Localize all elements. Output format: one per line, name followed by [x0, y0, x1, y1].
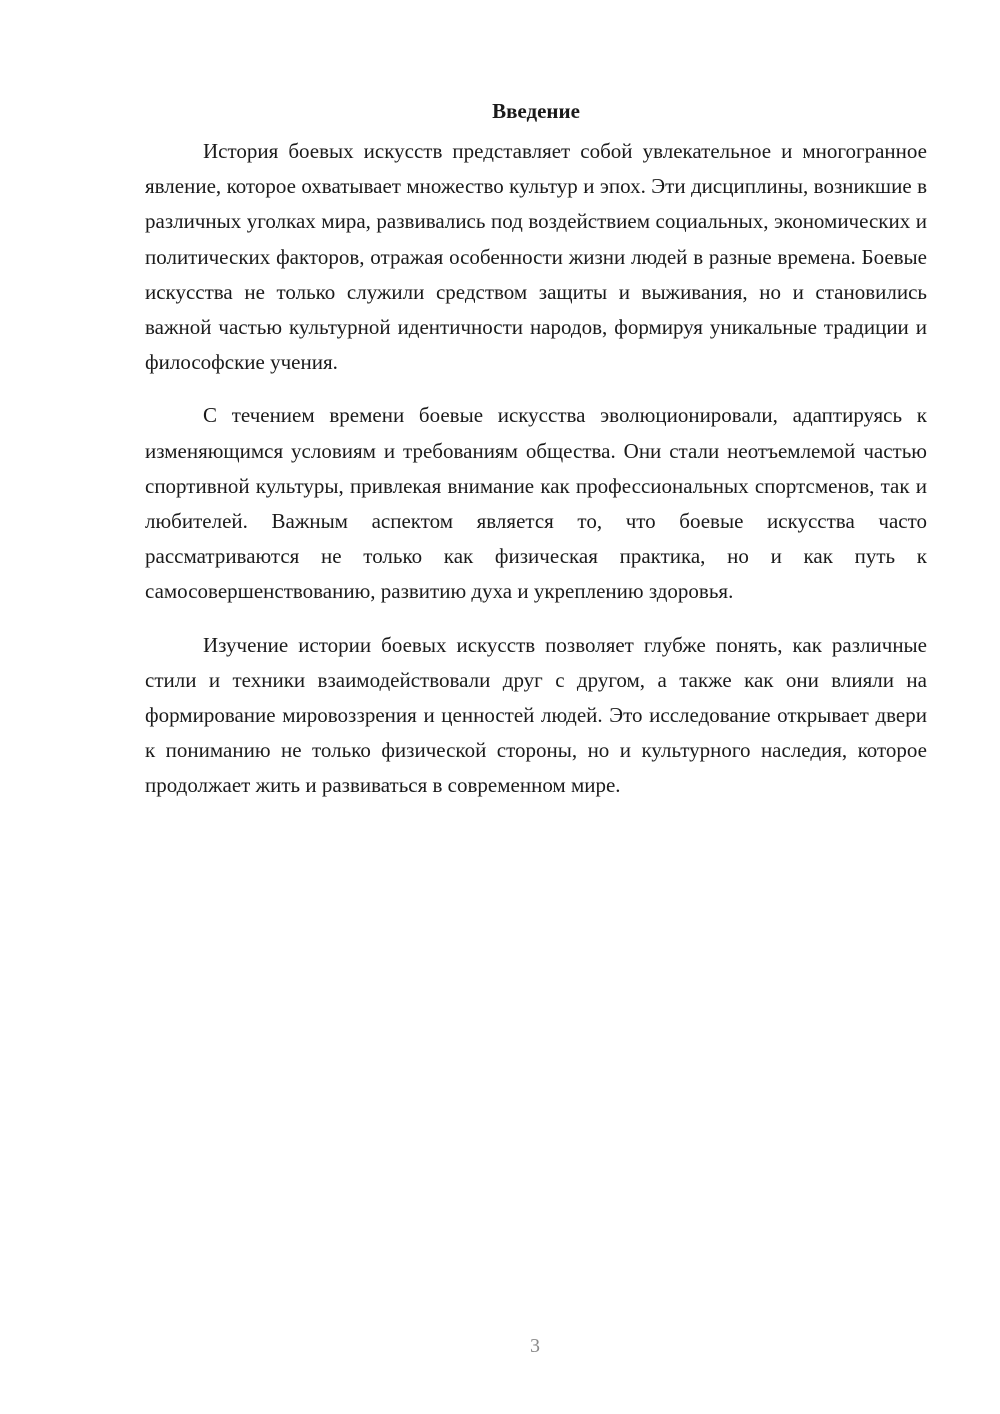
- paragraph: Изучение истории боевых искусств позволяет глубже понять, как различные стили и техники взаимодействовали друг с другом, а также как они влияли на формирование мировоззрения и ценностей людей. Это исследование открывает двери к пониманию не только физической стороны, но и культурного наследия, которое продолжает жить и развиваться в современном мире.: [145, 632, 927, 798]
- paragraph: С течением времени боевые искусства эволюционировали, адаптируясь к изменяющимся условиям и требованиям общества. Они стали неотъемлемой частью спортивной культуры, привлекая внимание как профессиональных спортсменов, так и любителей. Важным аспектом является то, что боевые искусства часто рассматриваются не только как физическая практика, но и как путь к самосовершенствованию, развитию духа и укреплению здоровья.: [145, 403, 927, 604]
- page-content: [145, 96, 927, 822]
- paragraph: История боевых искусств представляет собой увлекательное и многогранное явление, которое охватывает множество культур и эпох. Эти дисциплины, возникшие в различных уголках мира, развивались под воздействием социальных, экономических и политических факторов, отражая особенности жизни людей в разные времена. Боевые искусства не только служили средством защиты и выживания, но и становились важной частью культурной идентичности народов, формируя уникальные традиции и философские учения.: [145, 139, 927, 375]
- page-number: 3: [530, 1335, 540, 1357]
- section-heading: Введение: [492, 99, 580, 123]
